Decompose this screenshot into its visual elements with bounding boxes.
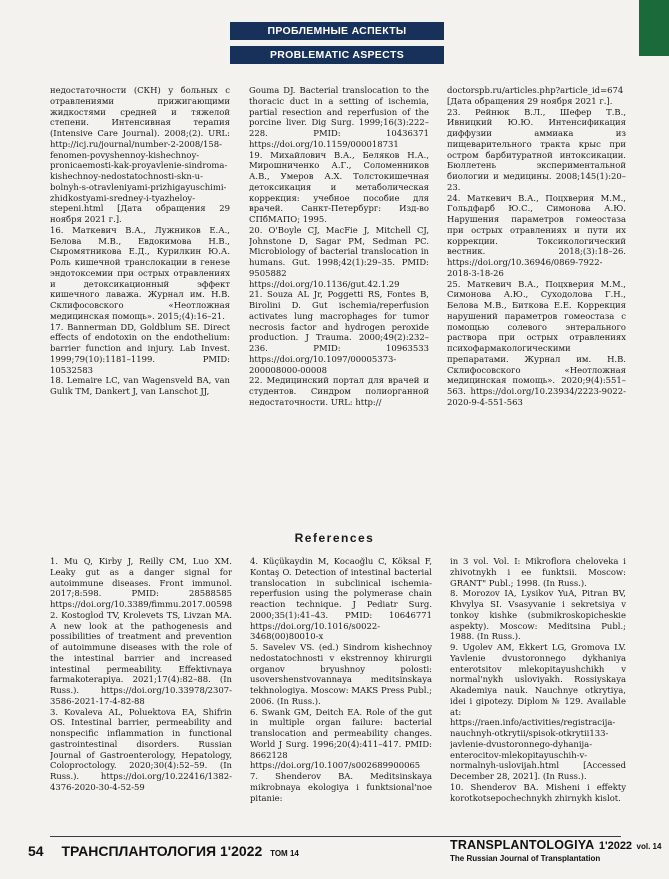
footer-right	[450, 836, 661, 863]
journal-volume: ТОМ 14	[270, 849, 299, 858]
section-header-en: PROBLEMATIC ASPECTS	[230, 46, 444, 64]
reference-entry: 16. Маткевич В.А., Лужников Е.А., Белова М.В., Евдокимова Н.В., Сыромятникова Е.Д., Курилкин Ю.А. Роль кишечной транслокации в генезе эндотоксемии при острых отравлениях и детоксикационный эффект кишечного лаважа. Журнал им. Н.В. Склифосовского «Неотложная медицинская помощь». 2015;(4):16–21.	[50, 224, 230, 321]
journal-issue-en: 1'2022	[598, 840, 633, 852]
page-number: 54	[28, 843, 44, 859]
footer-left	[28, 843, 299, 859]
reference-entry: 19. Михайлович В.А., Беляков Н.А., Мирошниченко А.Г., Соломенников А.В., Умеров А.Х. Толстокишечная детоксикация и метаболическая коррекция: учебное пособие для врачей. Санкт-Петербург: Изд-во СПбМАПО; 1995.	[249, 149, 429, 224]
reference-entry: 17. Bannerman DD, Goldblum SE. Direct effects of endotoxin on the endothelium: barrier function and injury. Lab Invest. 1999;79(10):1181–1199. PMID: 10532583	[50, 321, 230, 375]
journal-title-ru: ТРАНСПЛАНТОЛОГИЯ	[61, 843, 217, 859]
bottom-column-1	[50, 556, 232, 831]
reference-entry: 18. Lemaire LC, van Wagensveld BA, van Gulik TM, Dankert J, van Lanschot JJ,	[50, 375, 230, 396]
journal-volume-en: vol. 14	[636, 842, 662, 851]
top-column-3	[447, 85, 626, 500]
reference-entry: 2. Kostoglod TV, Krolevets TS, Livzan MA. A new look at the pathogenesis and possibilities of treatment and prevention of autoimmune diseases with the role of the intestinal barrier and increased intestinal permeability. Effektivnaya farmakoterapiya. 2021;17(4):82–88. (In Russ.). https://doi.org/10.33978/2307-3586-2021-17-4-82-88	[50, 609, 232, 706]
top-column-2	[249, 85, 429, 500]
bottom-column-2	[250, 556, 432, 831]
reference-entry: 20. O'Boyle CJ, MacFie J, Mitchell CJ, Johnstone D, Sagar PM, Sedman PC. Microbiology of bacterial translocation in humans. Gut. 1998;42(1):29–35. PMID: 9505882 https://doi.org/10.1136/gut.42.1.29	[249, 224, 429, 289]
reference-entry: 10. Shenderov BA. Misheni i effekty korotkotsepochechnykh zhirnykh kislot.	[450, 781, 626, 803]
reference-entry: 6. Swank GM, Deitch EA. Role of the gut in multiple organ failure: bacterial translocation and permeability changes. World J Surg. 1996;20(4):411–417. PMID: 8662128 https://doi.org/10.1007/s002689900065	[250, 706, 432, 771]
reference-entry: 1. Mu Q, Kirby J, Reilly CM, Luo XM. Leaky gut as a danger signal for autoimmune diseases. Front immunol. 2017;8:598. PMID: 28588585 https://doi.org/10.3389/fimmu.2017.00598	[50, 556, 232, 609]
section-header-ru: ПРОБЛЕМНЫЕ АСПЕКТЫ	[230, 22, 444, 40]
reference-entry: 3. Kovaleva AL, Poluektova EA, Shifrin OS. Intestinal barrier, permeability and nonspecific inflammation in functional gastrointestinal disorders. Russian Journal of Gastroenterology, Hepatology, Coloproctology. 2020;30(4):52–59. (In Russ.). https://doi.org/10.22416/1382-4376-2020-30-4-52-59	[50, 706, 232, 792]
reference-entry: недостаточности (СКН) у больных с отравлениями прижигающими жидкостями средней и тяжелой степени. Интенсивная терапия (Intensive Care Journal). 2008;(2). URL: http://icj.ru/journal/number-2-2008/158-fenomen-povyshennoy-kishechnoy-pronicaemosti-kak-proyavlenie-sindroma-kishechnoy-nedostatochnosti-skn-u-bolnyh-s-otravleniyami-prizhigayuschimi-zhidkostyami-sredney-i-tyazheloy-stepeni.html [Дата обращения 29 ноября 2021 г.].	[50, 85, 230, 224]
reference-entry: 8. Morozov IA, Lysikov YuA, Pitran BV, Khvylya SI. Vsasyvanie i sekretsiya v tonkoy kishke (submikroskopicheskie aspekty). Moscow: Meditsina Publ.; 1988. (In Russ.).	[450, 588, 626, 642]
section-tab	[639, 0, 669, 56]
reference-entry: 9. Ugolev AM, Ekkert LG, Gromova LV. Yavlenie dvustoronnego dykhaniya enterotsitov mlekopitayushchikh v normal'nykh usloviyakh. Rossiyskaya Akademiya nauk. Nauchnye otkrytiya, idei i gipotezy. Diplom № 129. Available at: https://raen.info/activities/registracija-nauchnyh-otkrytii/spisok-otkrytii133-javlenie-dvustoronnego-dyhanija-enterocitov-mlekopitayuschih-v-normalnyh-uslovijah.html [Accessed December 28, 2021]. (In Russ.).	[450, 642, 626, 781]
reference-entry: doctorspb.ru/articles.php?article_id=674 [Дата обращения 29 ноября 2021 г.].	[447, 85, 624, 106]
journal-subtitle: The Russian Journal of Transplantation	[450, 854, 601, 863]
reference-entry: 25. Маткевич В.А., Поцхверия М.М., Симонова А.Ю., Суходолова Г.Н., Белова М.В., Биткова Е.Е. Коррекция нарушений параметров гомеостаза с помощью солевого энтерального раствора при острых отравлениях психофармакологическими препаратами. Журнал им. Н.В. Склифосовского «Неотложная медицинская помощь». 2020;9(4):551–563. https://doi.org/10.23934/2223-9022-2020-9-4-551-563	[447, 278, 626, 407]
reference-entry: 7. Shenderov BA. Meditsinskaya mikrobnaya ekologiya i funktsional'noe pitanie:	[250, 771, 432, 803]
bottom-column-3	[450, 556, 626, 831]
top-column-1	[50, 85, 230, 500]
journal-issue: 1'2022	[219, 843, 263, 859]
reference-entry: 24. Маткевич В.А., Поцхверия М.М., Гольдфарб Ю.С., Симонова А.Ю. Нарушения параметров гомеостаза при острых отравлениях и пути их коррекции. Токсикологический вестник. 2018;(3):18–26. https://doi.org/10.36946/0869-7922-2018-3-18-26	[447, 192, 626, 278]
reference-entry: 4. Küçükaydin M, Kocaoğlu C, Köksal F, Kontaş O. Detection of intestinal bacterial translocation in subclinical ischemia-reperfusion using the polymerase chain reaction technique. J Pediatr Surg. 2000;35(1):41–43. PMID: 10646771 https://doi.org/10.1016/s0022-3468(00)80010-x	[250, 556, 432, 642]
reference-entry: in 3 vol. Vol. I: Mikroflora cheloveka i zhivotnykh i ee funktsii. Moscow: GRANT" Publ.; 1998. (In Russ.).	[450, 556, 626, 588]
reference-entry: 5. Savelev VS. (ed.) Sindrom kishechnoy nedostatochnosti v ekstrennoy khirurgii organov bryushnoy polosti: usovershenstvovannaya meditsinskaya tekhnologiya. Moscow: MAKS Press Publ.; 2006. (In Russ.).	[250, 642, 432, 706]
reference-entry: 21. Souza AL Jr, Poggetti RS, Fontes B, Birolini D. Gut ischemia/reperfusion activates lung macrophages for tumor necrosis factor and hydrogen peroxide production. J Trauma. 2000;49(2):232–236. PMID: 10963533 https://doi.org/10.1097/00005373-200008000-00008	[249, 289, 429, 375]
reference-entry: 23. Рейнюк В.Л., Шефер Т.В., Ивницкий Ю.Ю. Интенсификация диффузии аммиака из пищеварительного тракта крыс при остром барбитуратной интоксикации. Бюллетень экспериментальной биологии и медицины. 2008;145(1):20–23.	[447, 106, 626, 192]
reference-entry: Gouma DJ. Bacterial translocation to the thoracic duct in a setting of ischemia, partial resection and reperfusion of the porcine liver. Dig Surg. 1999;16(3):222–228. PMID: 10436371 https://doi.org/10.1159/000018731	[249, 85, 429, 149]
journal-title-en: TRANSPLANTOLOGIYA	[450, 838, 595, 852]
reference-entry: 22. Медицинский портал для врачей и студентов. Синдром полиорганной недостаточности. URL: http://	[249, 375, 429, 407]
references-heading: References	[294, 531, 375, 545]
